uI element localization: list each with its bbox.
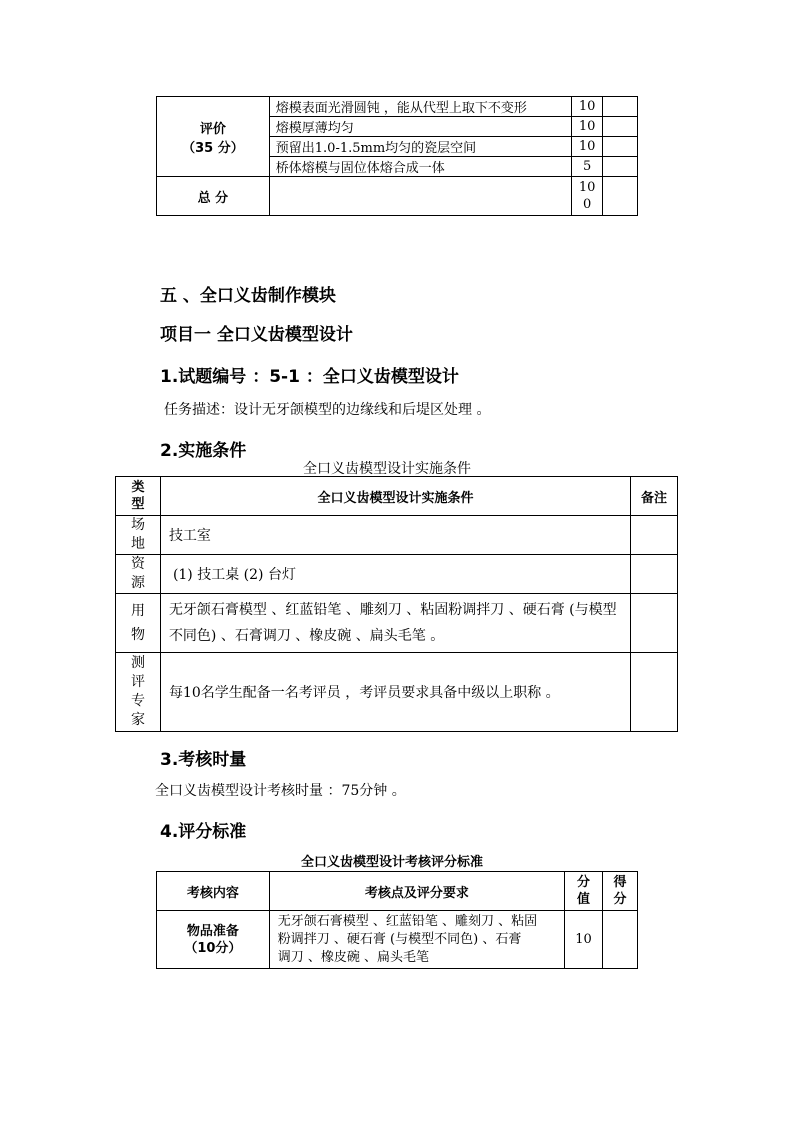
row-label-text: 物品准备	[186, 923, 239, 939]
type-text: 资源	[130, 556, 145, 591]
eval-item: 预留出1.0-1.5mm均匀的瓷层空间	[269, 137, 571, 157]
note-cell	[631, 653, 678, 732]
conditions-table	[115, 476, 678, 732]
condition-line: 不同色) 、石膏调刀 、橡皮碗 、扁头毛笔 。	[168, 628, 445, 644]
header-type-text: 类型	[131, 480, 145, 512]
condition-line: 无牙颌石膏模型 、红蓝铅笔 、雕刻刀 、粘固粉调拌刀 、硬石膏 (与模型	[168, 602, 617, 618]
header-note: 备注	[631, 477, 678, 516]
row-points	[269, 911, 564, 969]
condition-content: 技工室	[160, 516, 630, 555]
row-points-line: 粉调拌刀 、硬石膏 (与模型不同色) 、石膏	[277, 931, 522, 947]
header-condition: 全口义齿模型设计实施条件	[160, 477, 630, 516]
header-points: 考核点及评分要求	[269, 872, 564, 911]
type-cell	[116, 653, 161, 732]
eval-score: 10	[572, 117, 603, 137]
eval-cell	[157, 97, 270, 177]
conditions-heading: 2.实施条件	[160, 441, 247, 461]
condition-content	[160, 594, 630, 653]
condition-content: 每10名学生配备一名考评员 ，考评员要求具备中级以上职称 。	[160, 653, 630, 732]
eval-points: （35 分）	[182, 140, 244, 156]
top-score-table	[156, 96, 638, 216]
row-got	[603, 911, 638, 969]
eval-score: 5	[572, 157, 603, 177]
scoring-caption: 全口义齿模型设计考核评分标准	[301, 855, 484, 870]
eval-score: 10	[572, 137, 603, 157]
eval-got	[603, 117, 638, 137]
type-text: 场地	[130, 517, 145, 552]
eval-item: 熔模表面光滑圆钝 ，能从代型上取下不变形	[269, 97, 571, 117]
condition-content: (1) 技工桌 (2) 台灯	[160, 555, 630, 594]
row-score: 10	[565, 911, 603, 969]
row-label	[157, 911, 270, 969]
project-title: 项目一 全口义齿模型设计	[160, 325, 353, 345]
eval-score: 10	[572, 97, 603, 117]
type-text: 测评专家	[130, 655, 145, 728]
total-label: 总 分	[157, 177, 270, 216]
conditions-caption: 全口义齿模型设计实施条件	[303, 461, 471, 477]
type-cell	[116, 516, 161, 555]
eval-got	[603, 137, 638, 157]
note-cell	[631, 555, 678, 594]
total-score	[572, 177, 603, 216]
time-text: 全口义齿模型设计考核时量 ：75分钟 。	[155, 783, 406, 799]
row-points-line: 无牙颌石膏模型 、红蓝铅笔 、雕刻刀 、粘固	[277, 913, 538, 929]
total-got	[603, 177, 638, 216]
eval-got	[603, 97, 638, 117]
row-points-line: 调刀 、橡皮碗 、扁头毛笔	[277, 949, 430, 965]
type-text: 用物	[130, 603, 145, 643]
header-content: 考核内容	[157, 872, 270, 911]
task-description: 任务描述：设计无牙颌模型的边缘线和后堤区处理 。	[164, 402, 491, 418]
note-cell	[631, 516, 678, 555]
scoring-table	[156, 871, 638, 969]
type-cell	[116, 555, 161, 594]
eval-item: 熔模厚薄均匀	[269, 117, 571, 137]
section-title: 五 、全口义齿制作模块	[160, 286, 336, 306]
total-score-line1: 10	[578, 180, 596, 195]
eval-label: 评价	[199, 121, 226, 137]
header-got	[603, 872, 638, 911]
row-label-points: （10分）	[184, 940, 242, 956]
header-type	[116, 477, 161, 516]
note-cell	[631, 594, 678, 653]
eval-item: 桥体熔模与固位体熔合成一体	[269, 157, 571, 177]
total-score-line2: 0	[582, 197, 592, 212]
header-score	[565, 872, 603, 911]
header-got-text: 得分	[613, 875, 627, 907]
header-score-text: 分值	[577, 875, 591, 907]
type-cell	[116, 594, 161, 653]
total-empty	[269, 177, 571, 216]
scoring-heading: 4.评分标准	[160, 822, 247, 842]
time-heading: 3.考核时量	[160, 750, 247, 770]
question-heading: 1.试题编号 ：5-1 ：全口义齿模型设计	[160, 367, 459, 387]
eval-got	[603, 157, 638, 177]
